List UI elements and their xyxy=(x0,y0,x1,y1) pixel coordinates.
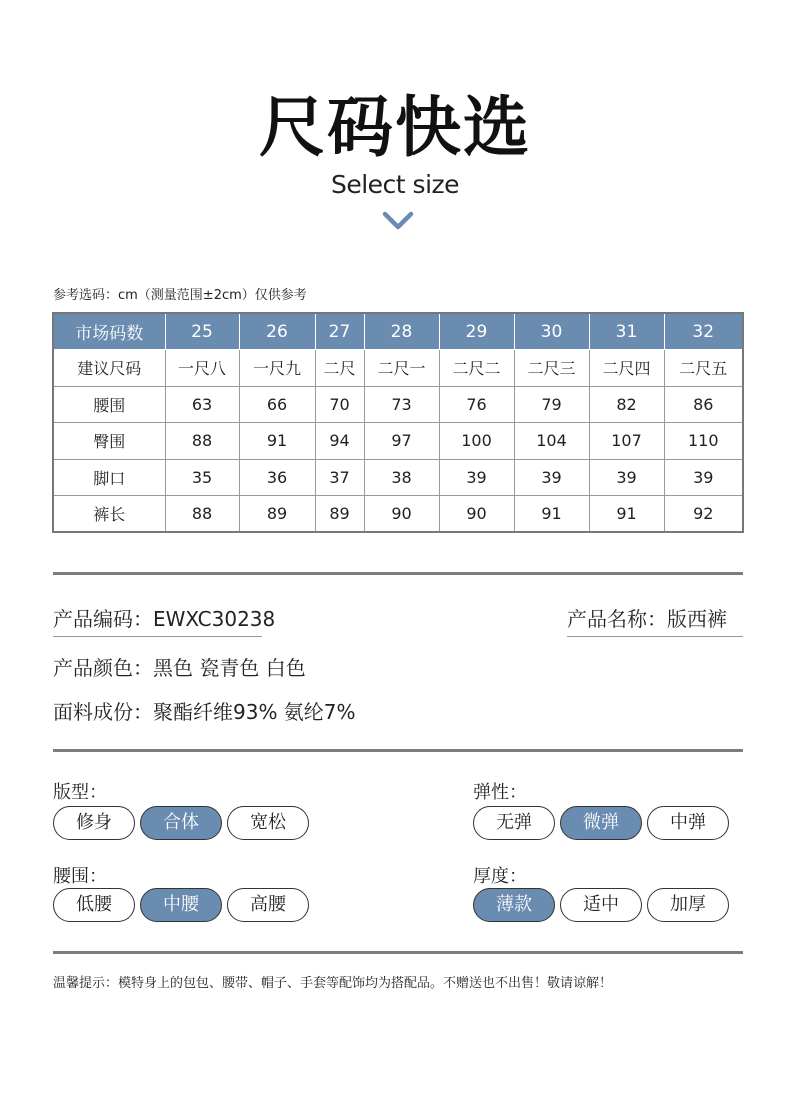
fit-option[interactable]: 宽松 xyxy=(227,806,309,840)
divider xyxy=(53,572,743,575)
waist-option[interactable]: 高腰 xyxy=(227,888,309,922)
table-cell: 79 xyxy=(514,386,589,423)
table-cell: 104 xyxy=(514,423,589,460)
table-cell: 97 xyxy=(364,423,439,460)
table-cell: 91 xyxy=(589,496,664,533)
product-colors: 产品颜色：黑色 瓷青色 白色 xyxy=(53,656,306,680)
fit-label: 版型： xyxy=(53,782,107,803)
table-cell: 二尺三 xyxy=(514,350,589,387)
table-cell: 二尺二 xyxy=(439,350,514,387)
table-cell: 107 xyxy=(589,423,664,460)
table-cell: 25 xyxy=(165,313,239,350)
row-label-cell: 臀围 xyxy=(53,423,165,460)
elasticity-label: 弹性： xyxy=(473,782,527,803)
thickness-option[interactable]: 适中 xyxy=(560,888,642,922)
elasticity-option[interactable]: 无弹 xyxy=(473,806,555,840)
table-cell: 89 xyxy=(239,496,315,533)
underline xyxy=(53,636,262,637)
table-cell: 91 xyxy=(239,423,315,460)
table-cell: 37 xyxy=(315,459,364,496)
table-cell: 36 xyxy=(239,459,315,496)
table-cell: 89 xyxy=(315,496,364,533)
table-cell: 32 xyxy=(664,313,743,350)
table-cell: 91 xyxy=(514,496,589,533)
table-cell: 66 xyxy=(239,386,315,423)
table-header-row xyxy=(53,313,743,350)
thickness-option[interactable]: 薄款 xyxy=(473,888,555,922)
table-row xyxy=(53,423,743,460)
table-cell: 88 xyxy=(165,423,239,460)
thickness-option[interactable]: 加厚 xyxy=(647,888,729,922)
fit-option[interactable]: 修身 xyxy=(53,806,135,840)
table-cell: 90 xyxy=(364,496,439,533)
elasticity-option[interactable]: 中弹 xyxy=(647,806,729,840)
product-code: 产品编码：EWXC30238 xyxy=(53,607,276,631)
table-row xyxy=(53,496,743,533)
table-cell: 39 xyxy=(514,459,589,496)
table-cell: 二尺五 xyxy=(664,350,743,387)
row-label-cell: 建议尺码 xyxy=(53,350,165,387)
table-cell: 82 xyxy=(589,386,664,423)
thickness-label: 厚度： xyxy=(473,866,527,887)
table-cell: 一尺八 xyxy=(165,350,239,387)
table-cell: 90 xyxy=(439,496,514,533)
table-cell: 27 xyxy=(315,313,364,350)
table-cell: 35 xyxy=(165,459,239,496)
page-title: 尺码快选 xyxy=(259,89,531,166)
page-subtitle: Select size xyxy=(330,170,460,199)
table-cell: 63 xyxy=(165,386,239,423)
table-row xyxy=(53,350,743,387)
underline xyxy=(567,636,743,637)
table-cell: 92 xyxy=(664,496,743,533)
fit-option[interactable]: 合体 xyxy=(140,806,222,840)
table-cell: 88 xyxy=(165,496,239,533)
table-cell: 二尺四 xyxy=(589,350,664,387)
waist-option[interactable]: 低腰 xyxy=(53,888,135,922)
waist-label: 腰围： xyxy=(53,866,107,887)
table-cell: 73 xyxy=(364,386,439,423)
row-label-cell: 脚口 xyxy=(53,459,165,496)
row-label-cell: 市场码数 xyxy=(53,313,165,350)
table-cell: 38 xyxy=(364,459,439,496)
product-fabric: 面料成份：聚酯纤维93% 氨纶7% xyxy=(53,700,356,724)
table-cell: 94 xyxy=(315,423,364,460)
divider xyxy=(53,749,743,752)
table-cell: 28 xyxy=(364,313,439,350)
table-cell: 70 xyxy=(315,386,364,423)
table-cell: 30 xyxy=(514,313,589,350)
table-cell: 39 xyxy=(439,459,514,496)
size-table xyxy=(52,312,744,533)
divider xyxy=(53,951,743,954)
table-cell: 二尺一 xyxy=(364,350,439,387)
table-row xyxy=(53,459,743,496)
table-cell: 31 xyxy=(589,313,664,350)
table-cell: 一尺九 xyxy=(239,350,315,387)
waist-option[interactable]: 中腰 xyxy=(140,888,222,922)
table-cell: 110 xyxy=(664,423,743,460)
row-label-cell: 腰围 xyxy=(53,386,165,423)
table-cell: 26 xyxy=(239,313,315,350)
table-cell: 100 xyxy=(439,423,514,460)
row-label-cell: 裤长 xyxy=(53,496,165,533)
table-cell: 86 xyxy=(664,386,743,423)
product-name: 产品名称：版西裤 xyxy=(567,607,727,631)
tip-note: 温馨提示：模特身上的包包、腰带、帽子、手套等配饰均为搭配品。不赠送也不出售！敬请谅解！ xyxy=(53,976,613,991)
table-row xyxy=(53,386,743,423)
table-cell: 二尺 xyxy=(315,350,364,387)
table-cell: 39 xyxy=(589,459,664,496)
table-cell: 39 xyxy=(664,459,743,496)
elasticity-option[interactable]: 微弹 xyxy=(560,806,642,840)
table-cell: 76 xyxy=(439,386,514,423)
reference-note: 参考选码：cm（测量范围±2cm）仅供参考 xyxy=(53,288,307,303)
table-cell: 29 xyxy=(439,313,514,350)
chevron-down-icon xyxy=(382,210,414,232)
